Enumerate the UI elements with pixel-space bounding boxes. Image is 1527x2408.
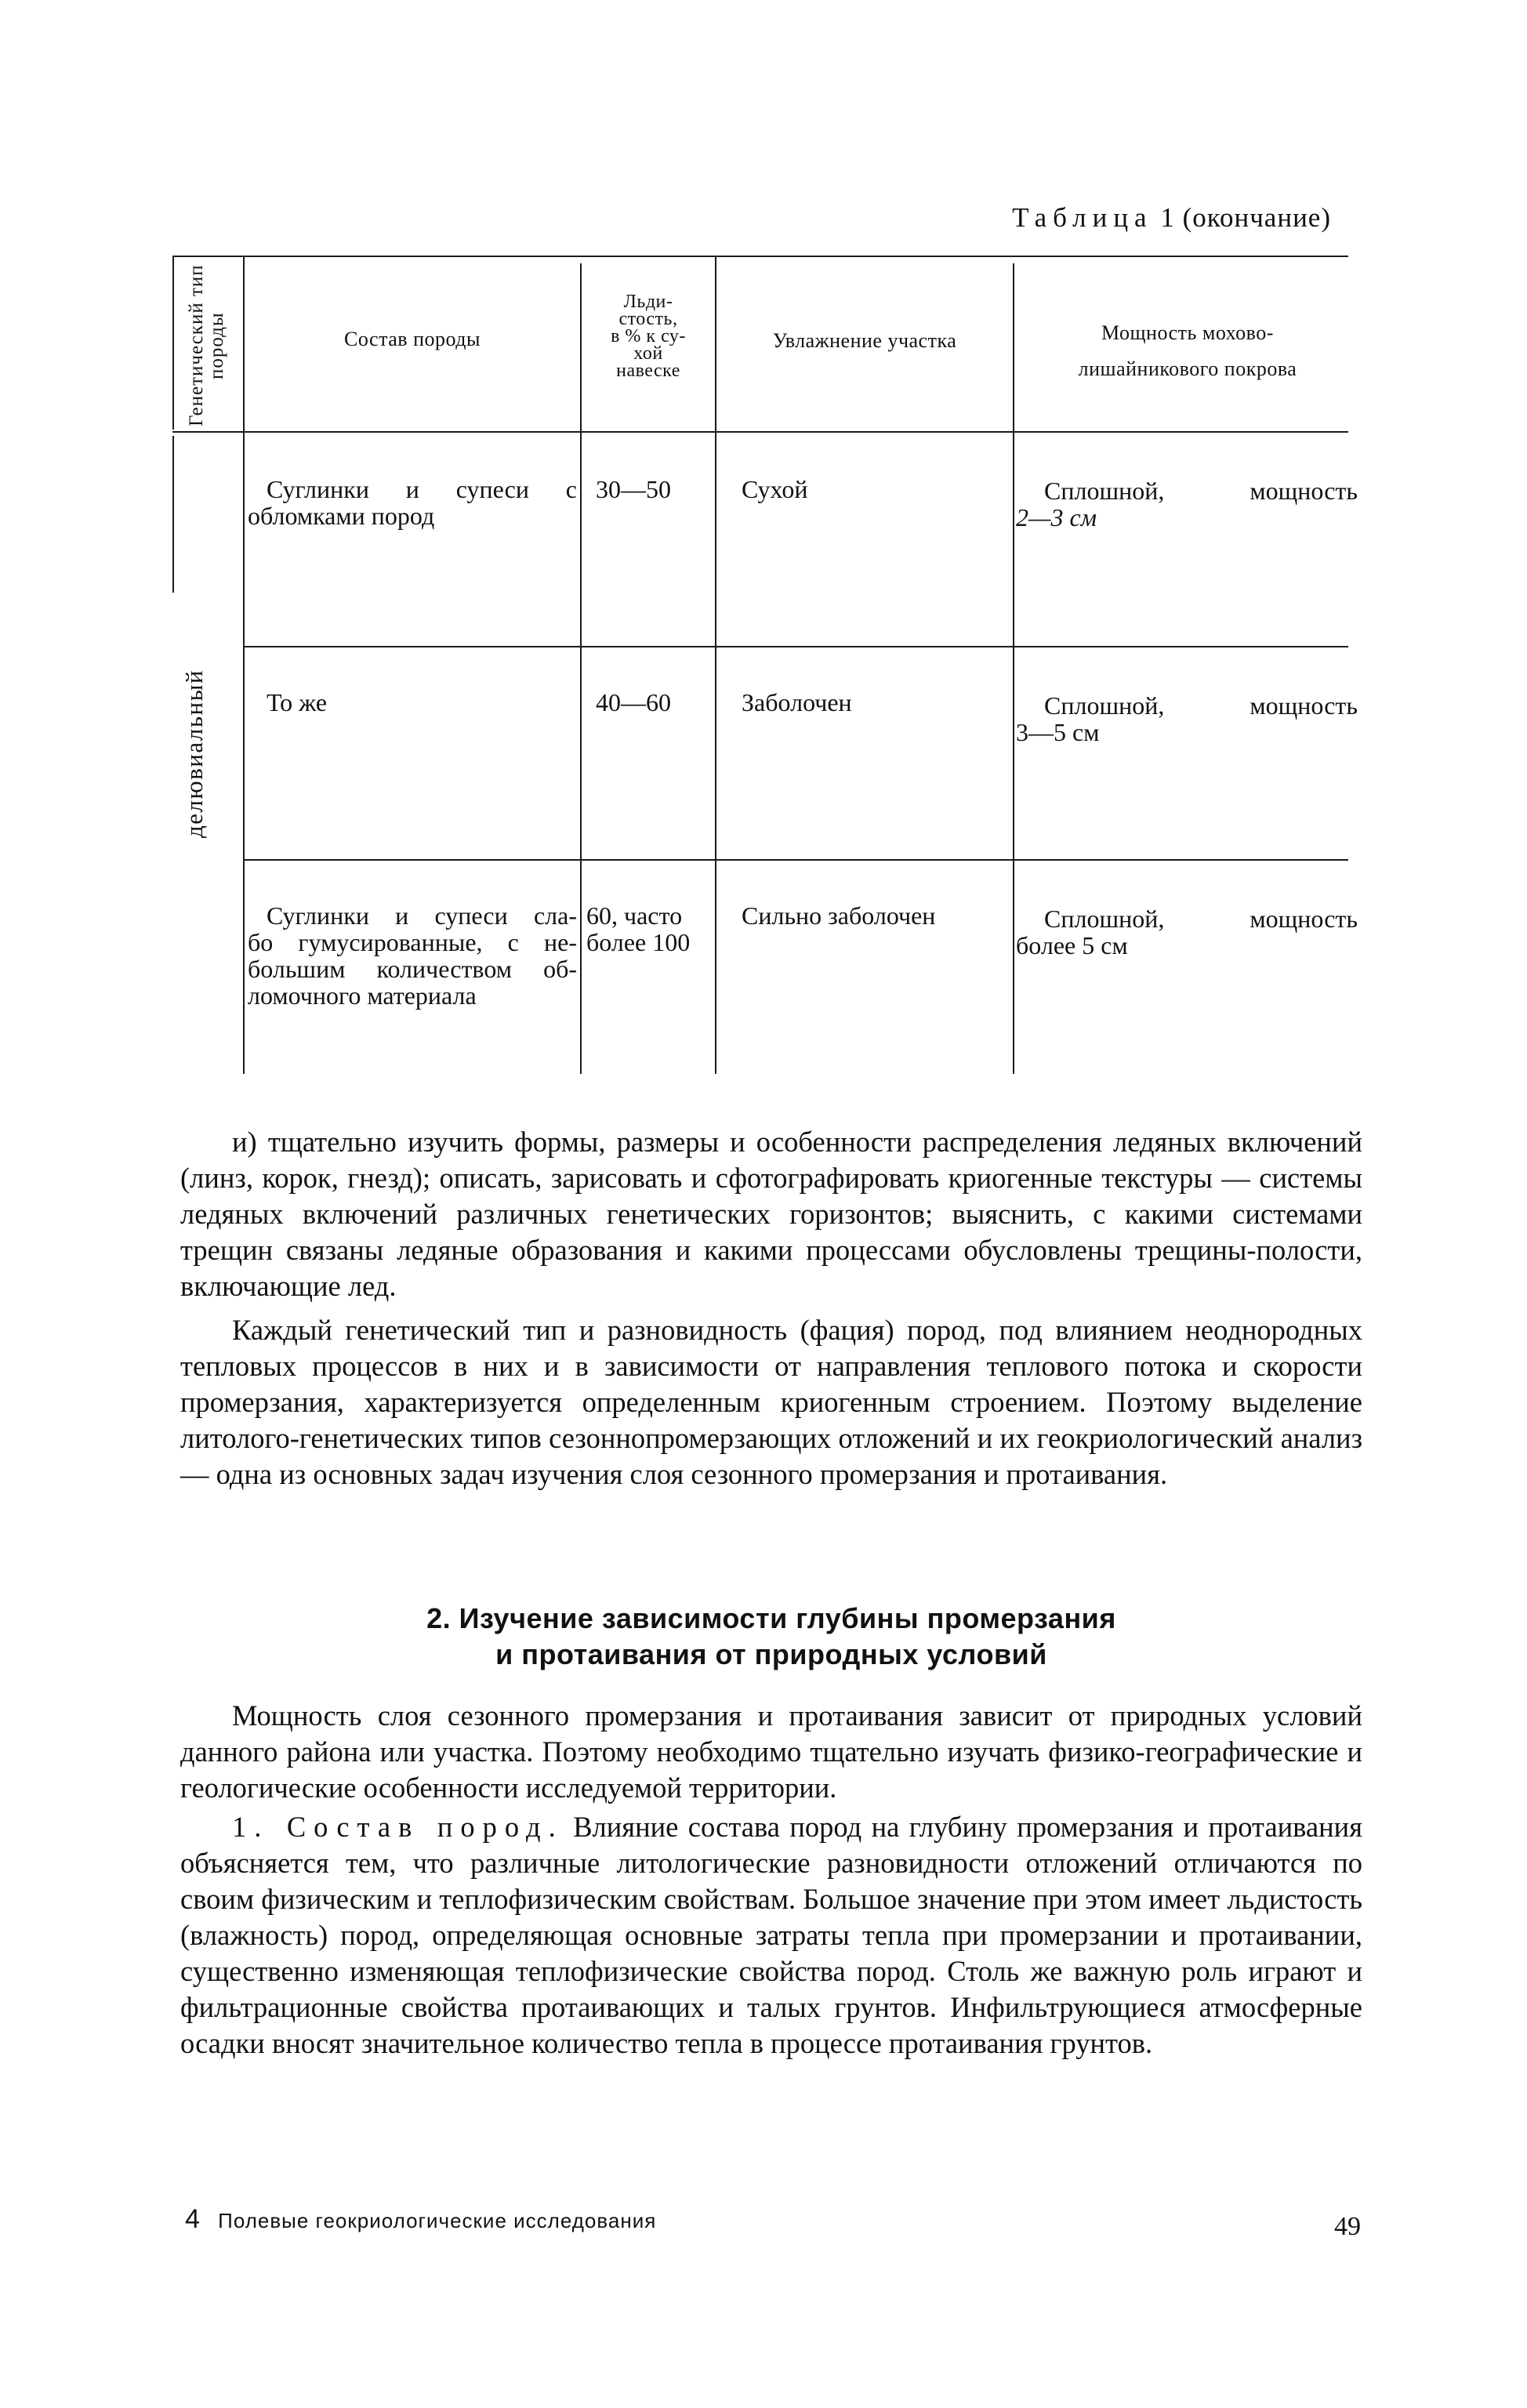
header-moisture: Увлажнение участка xyxy=(772,329,957,352)
table-header-rule xyxy=(172,431,1348,433)
caption-number: 1 xyxy=(1160,202,1175,233)
rock-composition-lead: 1. Состав пород. xyxy=(232,1811,564,1843)
page-number: 49 xyxy=(1334,2212,1361,2241)
row1-ice-content: 30—50 xyxy=(596,475,671,503)
column-divider xyxy=(1013,263,1014,1074)
caption-label: Таблица xyxy=(1012,202,1153,233)
row1-composition-line1: Суглинки и супеси с xyxy=(267,475,577,503)
row2-thickness-line2: 3—5 см xyxy=(1016,718,1100,746)
row3-moisture: Сильно заболочен xyxy=(742,901,936,930)
left-border-lower xyxy=(172,436,174,593)
section-heading: 2. Изучение зависимости глубины промерзания и протаивания от природных условий xyxy=(426,1602,1116,1670)
paragraph-thickness-intro: Мощность слоя сезонного промерзания и протаивания зависит от природных условий данного района или участка. Поэтому необходимо тщательно изучать физико-географические и геологические особенности исследуемой территории. xyxy=(180,1699,1362,1804)
row-separator xyxy=(245,646,1348,647)
left-border xyxy=(172,256,174,430)
column-divider xyxy=(243,256,245,1074)
paragraph-rock-composition xyxy=(180,1809,1362,2062)
row3-ice-content-line1: 60, часто xyxy=(586,901,683,930)
row3-thickness-line1: Сплошной, мощность xyxy=(1044,905,1358,933)
column-divider xyxy=(715,256,716,1074)
signature-text: Полевые геокриологические исследования xyxy=(218,2209,657,2232)
row1-moisture: Сухой xyxy=(742,475,808,503)
header-genetic-type: Генетический тип породы xyxy=(186,264,227,427)
body-text-lower xyxy=(180,1698,1362,2062)
data-table xyxy=(172,256,1358,1074)
row2-composition: То же xyxy=(267,688,328,716)
row3-thickness-line2: более 5 см xyxy=(1016,931,1128,959)
table-top-rule xyxy=(172,256,1348,257)
row3-composition-line1: Суглинки и супеси сла- xyxy=(267,901,577,930)
genetic-type-value: делювиальный xyxy=(180,669,208,839)
row2-thickness-line1: Сплошной, мощность xyxy=(1044,691,1358,720)
row3-composition-line2: бо гумусированные, с не- xyxy=(248,928,577,956)
row3-composition-line3: большим количеством об- xyxy=(248,955,577,983)
row-separator xyxy=(245,859,1348,861)
row1-composition-line2: обломками пород xyxy=(248,502,435,530)
signature-line xyxy=(185,2204,656,2235)
table-caption xyxy=(1012,202,1331,234)
header-ice-content: Льди- стость, в % к су- хой навеске xyxy=(611,292,686,381)
paragraph-genetic-types: Каждый генетический тип и разновидность (фация) пород, под влиянием неоднородных тепловых процессов в них и в зависимости от направления теплового потока и скорости промерзания, характеризуется определенным криогенным строением. Поэтому выделение литолого-генетических типов сезоннопромерзающих отложений и их геокриологический анализ — одна из основных задач изучения слоя сезонного промерзания и протаивания. xyxy=(180,1314,1362,1490)
header-thickness: Мощность мохово-лишайникового покрова xyxy=(1078,321,1297,380)
rock-composition-text: Влияние состава пород на глубину промерзания и протаивания объясняется тем, что различные литологические разновидности отложений отличаются по своим физическим и теплофизическим свойствам. Большое значение при этом имеет льдистость (влажность) пород, определяющая основные затраты тепла при промерзании и протаивании, существенно изменяющая теплофизические свойства пород. Столь же важную роль играют и фильтрационные свойства протаивающих и талых грунтов. Инфильтрующиеся атмосферные осадки вносят значительное количество тепла в процессе протаивания грунтов. xyxy=(180,1811,1362,2059)
column-divider xyxy=(580,263,582,1074)
row2-ice-content: 40—60 xyxy=(596,688,671,716)
signature-number: 4 xyxy=(185,2204,201,2234)
row3-ice-content-line2: более 100 xyxy=(586,928,691,956)
header-composition: Состав породы xyxy=(344,328,481,350)
paragraph-item-i: и) тщательно изучить формы, размеры и особенности распределения ледяных включений (линз, корок, гнезд); описать, зарисовать и сфотографировать криогенные текстуры — системы ледяных включений различных генетических горизонтов; выяснить, с какими системами трещин связаны ледяные образования и какими процессами обусловлены трещины-полости, включающие лед. xyxy=(180,1126,1362,1302)
row1-thickness-line2: 2—3 см xyxy=(1016,503,1097,531)
body-text-upper xyxy=(180,1124,1362,1492)
caption-suffix: (окончание) xyxy=(1182,202,1331,233)
row1-thickness-line1: Сплошной, мощность xyxy=(1044,477,1358,505)
row2-moisture: Заболочен xyxy=(742,688,852,716)
row3-composition-line4: ломочного материала xyxy=(248,981,477,1010)
